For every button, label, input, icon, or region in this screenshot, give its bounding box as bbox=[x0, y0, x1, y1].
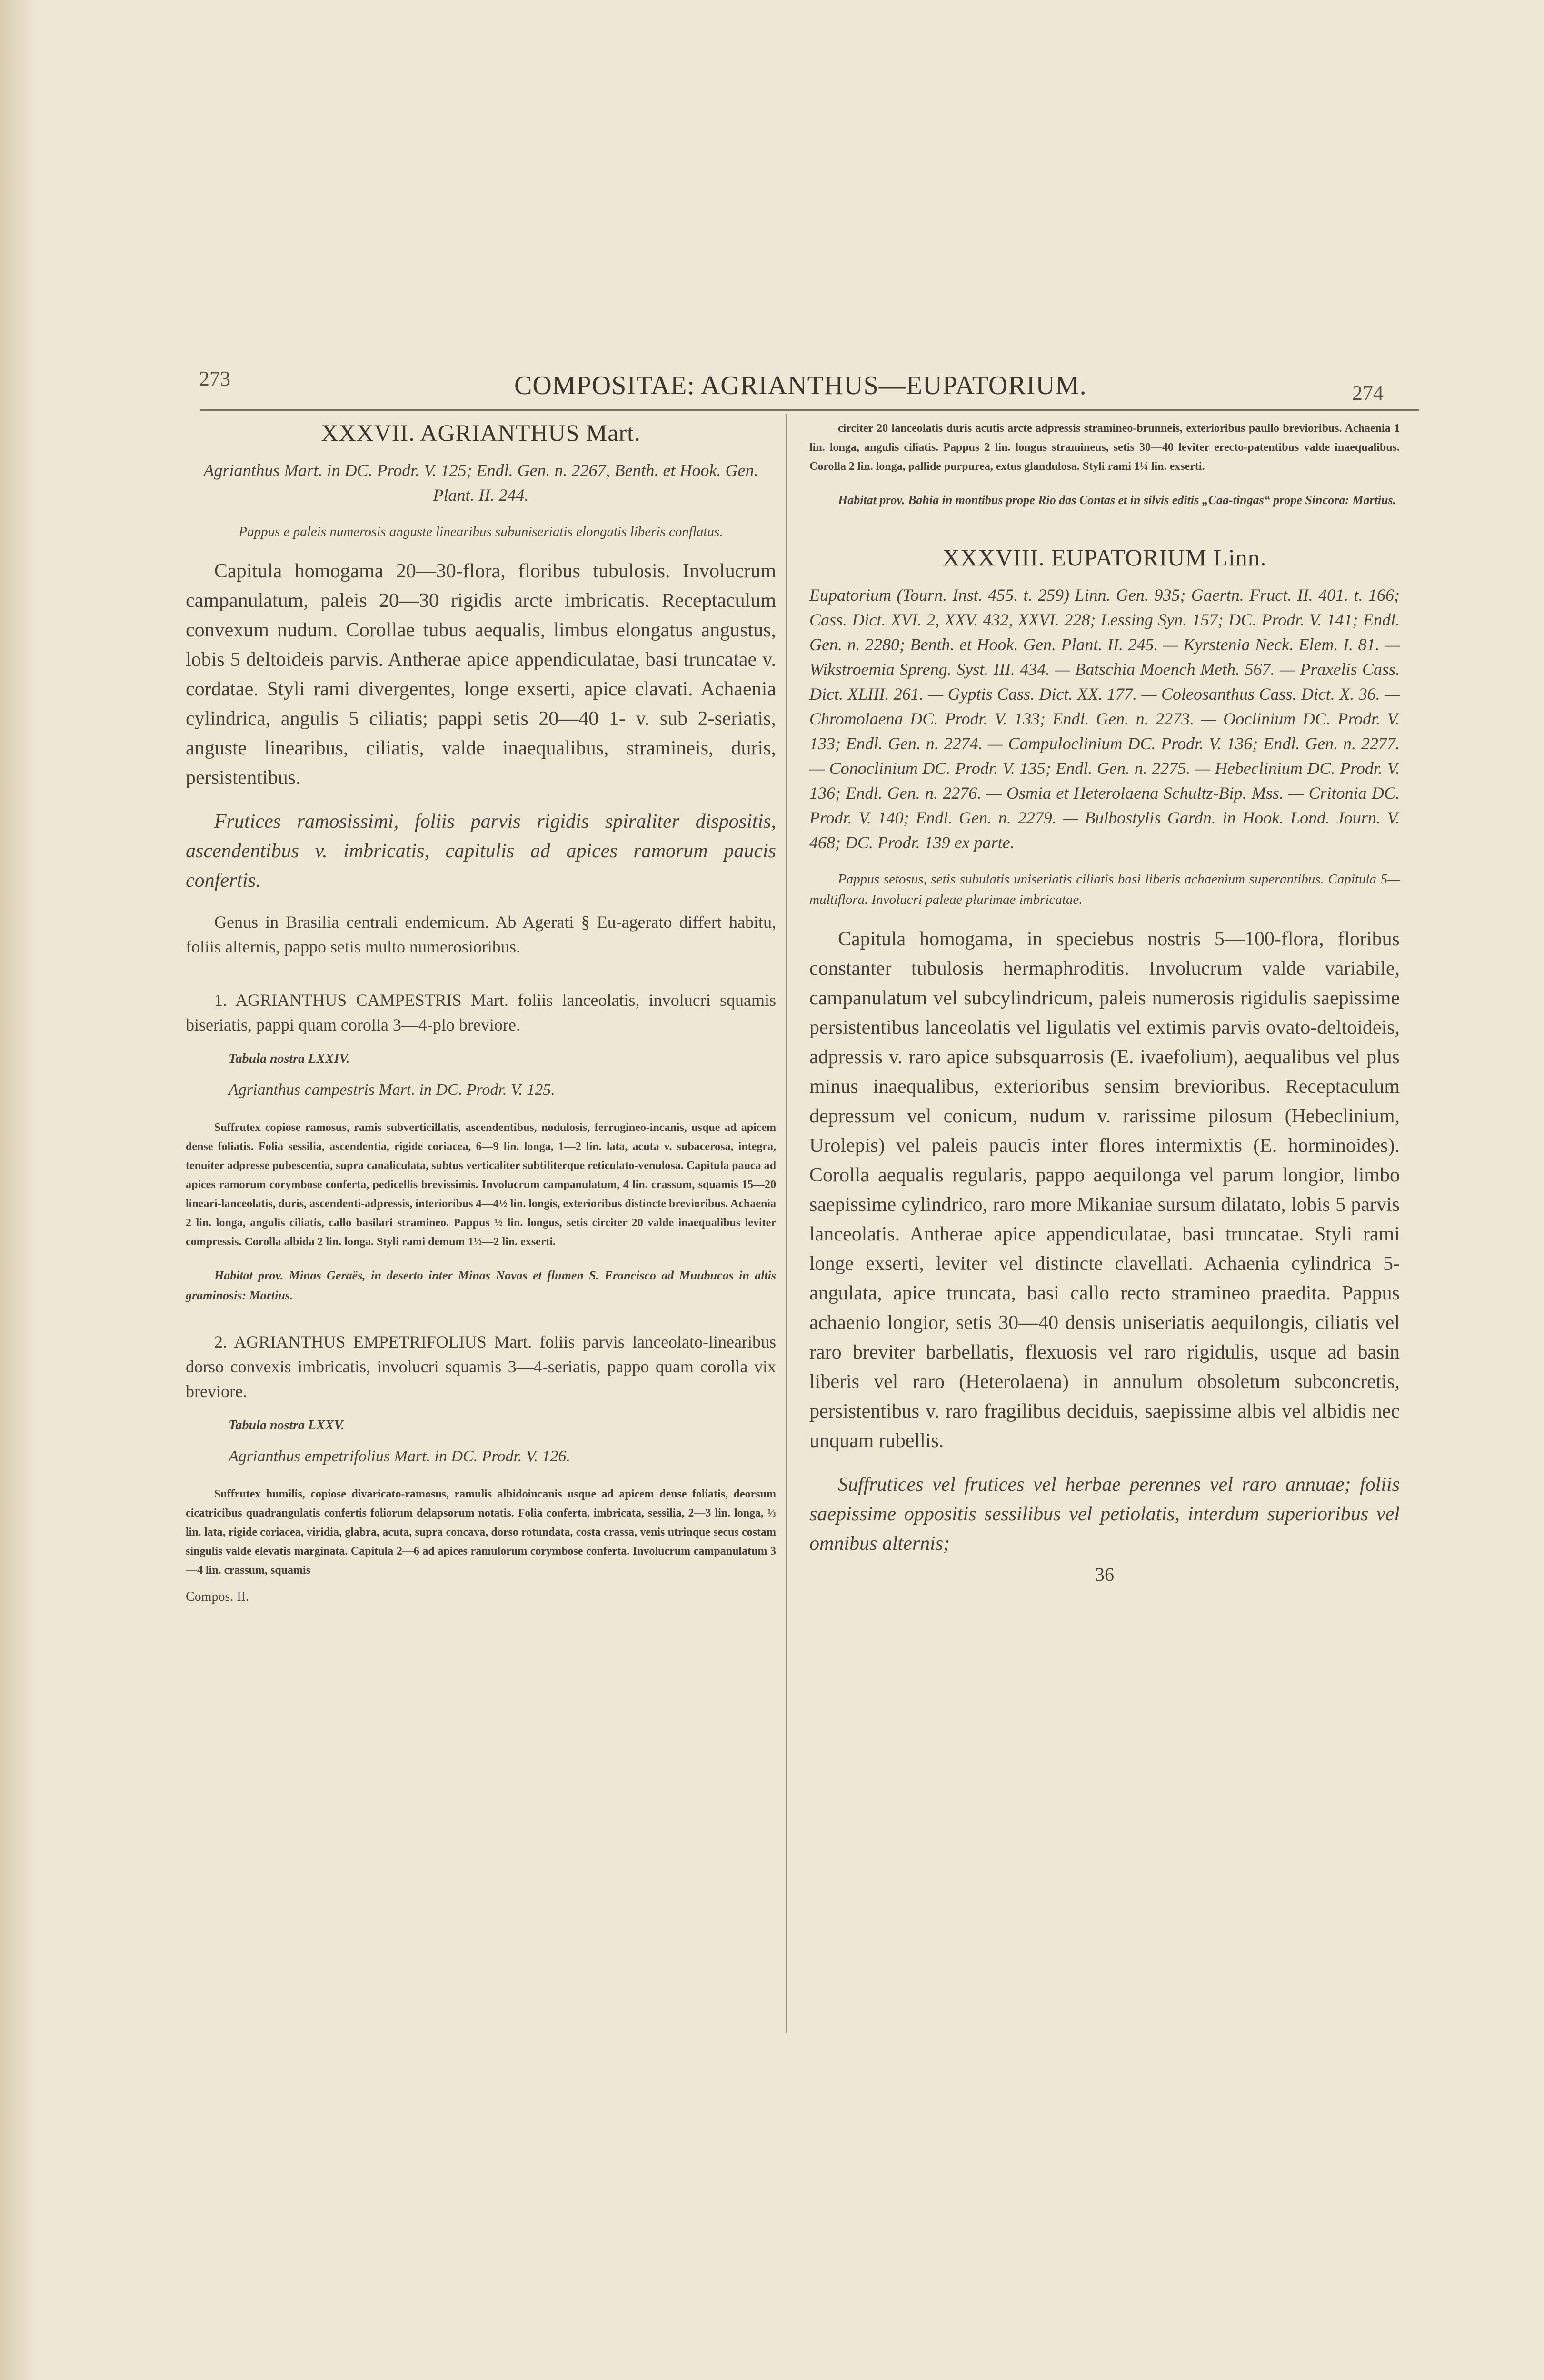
species-2-habitat: Habitat prov. Bahia in montibus prope Rio das Contas et in silvis editis „Caa-tingas“ prope Sincora: Martius. bbox=[838, 493, 1396, 507]
right-column bbox=[809, 419, 1400, 1586]
species-1-reference: Agrianthus campestris Mart. in DC. Prodr. V. 125. bbox=[229, 1081, 555, 1099]
genus-title-agrianthus: XXXVII. AGRIANTHUS Mart. bbox=[321, 419, 641, 446]
eupatorium-description: Capitula homogama, in speciebus nostris 5—100-flora, floribus constanter tubulosis hermaphroditis. Involucrum valde variabile, campanulatum vel subcylindricum, paleis numerosis rigidulis saepissime persistentibus lanceolatis vel ligulatis vel extimis parvis ovato-deltoideis, adpressis v. raro apice subsquarrosis (E. ivaefolium), aequalibus vel plus minus inaequalibus, exterioribus sensim brevioribus. Receptaculum depressum vel conicum, nudum v. rarissime pilosum (Hebeclinium, Urolepis) vel paleis paucis inter flores intermixtis (E. horminoides). Corolla aequalis regularis, pappo aequilonga vel parum longior, limbo saepissime cylindrico, raro more Mikaniae sursum dilatato, lobis 5 parvis lanceolatis. Antherae apice appendiculatae, basi truncatae. Styli rami longe exserti, leviter vel distincte clavellati. Achaenia cylindrica 5-angulata, apice truncata, basi callo recto stramineo praedita. Pappus achaenio longior, setis 30—40 densis uniseriatis aequilongis, ciliatis vel raro breviter barbellatis, flexuosis vel raro rigidulis, usque ad basin liberis vel raro (Heterolaena) in annulum obsoletum subconcretis, persistentibus v. raro fragilibus deciduis, saepissime albis vel albidis nec unquam rubellis. bbox=[809, 928, 1400, 1452]
species-1-description: Suffrutex copiose ramosus, ramis subverticillatis, ascendentibus, nodulosis, ferrugineo-incanis, usque ad apicem dense foliatis. Folia sessilia, ascendentia, rigide coriacea, 6—9 lin. longa, 1—2 lin. lata, acuta v. subacerosa, integra, tenuiter adpresse pubescentia, supra canaliculata, subtus verticaliter subtiliterque reticulato-venulosa. Capitula pauca ad apices ramorum corymbose conferta, pedicellis brevissimis. Involucrum campanulatum, 4 lin. crassum, squamis 15—20 lineari-lanceolatis, duris, ascendenti-adpressis, interioribus 4—4½ lin. longis, exterioribus distincte brevioribus. Achaenia 2 lin. longa, angulis ciliatis, callo basilari stramineo. Pappus ½ lin. longus, setis circiter 20 valde inaequalibus leviter compressis. Corolla albida 2 lin. longa. Styli rami demum 1½—2 lin. exserti. bbox=[186, 1121, 776, 1248]
species-1-title: 1. AGRIANTHUS CAMPESTRIS Mart. foliis lanceolatis, involucri squamis biseriatis, pappi quam corolla 3—4-plo breviore. bbox=[186, 991, 776, 1034]
page-number-right: 274 bbox=[1352, 381, 1384, 405]
header-rule bbox=[200, 409, 1419, 411]
left-column bbox=[186, 419, 776, 1605]
species-1-habitat: Habitat prov. Minas Geraës, in deserto inter Minas Novas et flumen S. Francisco ad Muubucas in altis graminosis: Martius. bbox=[186, 1269, 776, 1302]
species-2-description-cont: circiter 20 lanceolatis duris acutis arcte adpressis stramineo-brunneis, exterioribus paullo brevioribus. Achaenia 1 lin. longa, angulis ciliatis. Pappus 2 lin. longus stramineus, setis 30—40 leviter erecto-patentibus valde inaequalibus. Corolla 2 lin. longa, pallide purpurea, extus glandulosa. Styli rami 1¼ lin. exserti. bbox=[809, 422, 1400, 473]
genus-title-eupatorium: XXXVIII. EUPATORIUM Linn. bbox=[942, 544, 1267, 571]
book-gutter bbox=[0, 0, 38, 2380]
species-1-tabula: Tabula nostra LXXIV. bbox=[229, 1051, 350, 1066]
species-2-description: Suffrutex humilis, copiose divaricato-ramosus, ramulis albidoincanis usque ad apicem dense foliatis, deorsum cicatricibus quadrangulatis confertis foliorum delapsorum notatis. Folia conferta, imbricata, sessilia, 2—3 lin. longa, ⅓ lin. lata, rigide coriacea, viridia, glabra, acuta, supra concava, dorso rotundata, costa crassa, venis utrinque secus costam singulis valde elevatis marginata. Capitula 2—6 ad apices ramulorum corymbose conferta. Involucrum campanulatum 3—4 lin. crassum, squamis bbox=[186, 1488, 776, 1577]
signature-number: 36 bbox=[1095, 1564, 1114, 1585]
eupatorium-synonymy: Eupatorium (Tourn. Inst. 455. t. 259) Linn. Gen. 935; Gaertn. Fruct. II. 401. t. 166; Cass. Dict. XVI. 2, XXV. 432, XXVI. 228; Lessing Syn. 157; DC. Prodr. V. 141; Endl. Gen. n. 2280; Benth. et Hook. Gen. Plant. II. 245. — Kyrstenia Neck. Elem. I. 81. — Wikstroemia Spreng. Syst. III. 434. — Batschia Moench Meth. 567. — Praxelis Cass. Dict. XLIII. 261. — Gyptis Cass. Dict. XX. 177. — Coleosanthus Cass. Dict. X. 36. — Chromolaena DC. Prodr. V. 133; Endl. Gen. n. 2273. — Ooclinium DC. Prodr. V. 133; Endl. Gen. n. 2274. — Campuloclinium DC. Prodr. V. 136; Endl. Gen. n. 2277. — Conoclinium DC. Prodr. V. 135; Endl. Gen. n. 2275. — Hebeclinium DC. Prodr. V. 136; Endl. Gen. n. 2276. — Osmia et Heterolaena Schultz-Bip. Mss. — Critonia DC. Prodr. V. 140; Endl. Gen. n. 2279. — Bulbostylis Gardn. in Hook. Lond. Journ. V. 468; DC. Prodr. 139 ex parte. bbox=[809, 585, 1400, 852]
species-2-title: 2. AGRIANTHUS EMPETRIFOLIUS Mart. foliis parvis lanceolato-linearibus dorso convexis imbricatis, involucri squamis 3—4-seriatis, pappo quam corolla vix breviore. bbox=[186, 1332, 776, 1401]
column-divider bbox=[786, 414, 787, 2033]
eupatorium-diagnosis: Pappus setosus, setis subulatis uniseriatis ciliatis basi liberis achaenium superantibus. Capitula 5—multiflora. Involucri paleae plurimae imbricatae. bbox=[809, 872, 1400, 907]
species-2-tabula: Tabula nostra LXXV. bbox=[229, 1418, 345, 1433]
eupatorium-habit: Suffrutices vel frutices vel herbae perennes vel raro annuae; foliis saepissime oppositis sessilibus vel petiolatis, interdum superioribus vel omnibus alternis; bbox=[809, 1474, 1400, 1555]
agrianthus-synonymy: Agrianthus Mart. in DC. Prodr. V. 125; Endl. Gen. n. 2267, Benth. et Hook. Gen. Plant. II. 244. bbox=[203, 461, 758, 505]
agrianthus-diagnosis: Pappus e paleis numerosis anguste linearibus subuniseriatis elongatis liberis conflatus. bbox=[239, 524, 723, 539]
species-2-reference: Agrianthus empetrifolius Mart. in DC. Prodr. V. 126. bbox=[229, 1448, 570, 1465]
running-title: COMPOSITAE: AGRIANTHUS—EUPATORIUM. bbox=[514, 371, 1087, 400]
agrianthus-note: Genus in Brasilia centrali endemicum. Ab Agerati § Eu-agerato differt habitu, foliis alternis, pappo setis multo numerosioribus. bbox=[186, 912, 776, 956]
page-number-left: 273 bbox=[199, 367, 230, 390]
signature-compos: Compos. II. bbox=[186, 1589, 249, 1604]
agrianthus-habit: Frutices ramosissimi, foliis parvis rigidis spiraliter dispositis, ascendentibus v. imbricatis, capitulis ad apices ramorum paucis confertis. bbox=[186, 811, 776, 892]
agrianthus-description: Capitula homogama 20—30-flora, floribus tubulosis. Involucrum campanulatum, paleis 20—30 rigidis arcte imbricatis. Receptaculum convexum nudum. Corollae tubus aequalis, limbus elongatus angustus, lobis 5 deltoideis parvis. Antherae apice appendiculatae, basi truncatae v. cordatae. Styli rami divergentes, longe exserti, apice clavati. Achaenia cylindrica, angulis 5 ciliatis; pappi setis 20—40 1- v. sub 2-seriatis, anguste linearibus, ciliatis, valde inaequalibus, stramineis, duris, persistentibus. bbox=[186, 560, 776, 789]
